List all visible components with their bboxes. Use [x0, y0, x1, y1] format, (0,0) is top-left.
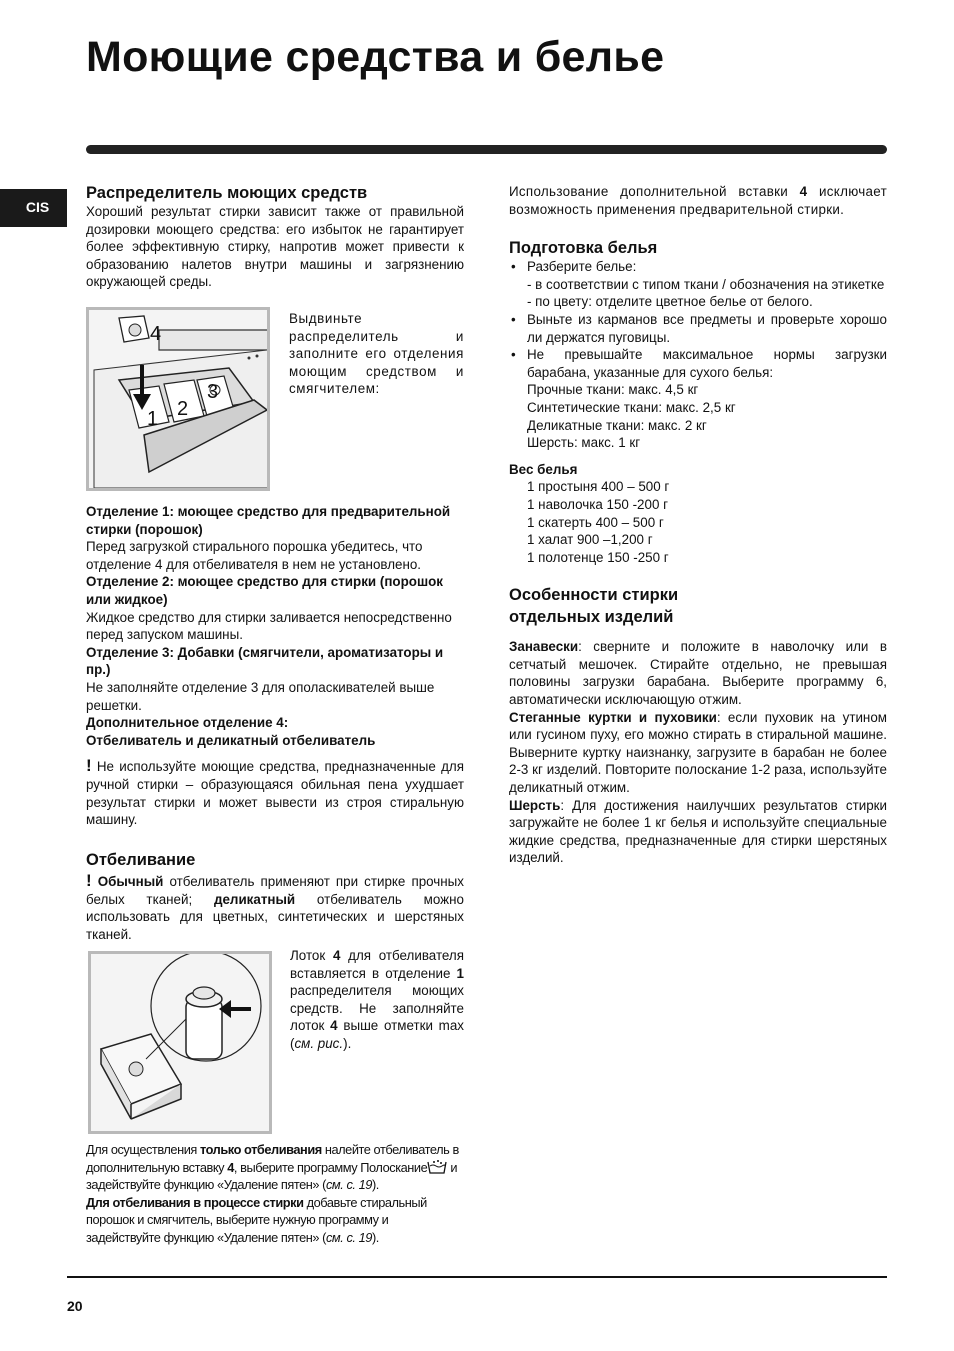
tray-note-e: ). — [343, 1035, 352, 1051]
bleach-tray-figure — [88, 951, 272, 1134]
warning-text: Не используйте моющие средства, предназначенные для ручной стирки – образующаяся обильная пена ухудшает результат стирки и может вывести из строя стиральную машину. — [86, 759, 464, 828]
bleach-text-a: отбеливатель применяют при стирке прочных белых тканей; — [86, 874, 464, 907]
load-item: Синтетические ткани: макс. 2,5 кг — [527, 399, 736, 415]
label-1: 1 — [147, 408, 159, 430]
p2-a: добавьте стиральный порошок и смягчитель, выберите нужную программу и задействуйте функцию «Удаление пятен» ( — [86, 1194, 427, 1245]
tray-note-a: Лоток — [290, 948, 333, 963]
bleach-tray-illustration — [91, 954, 269, 1131]
warning-icon: ! — [86, 756, 92, 776]
p2-bold: Для отбеливания в процессе стирки — [86, 1194, 304, 1210]
laundry-bullet-sort — [509, 258, 887, 311]
label-3: 3 — [207, 381, 219, 403]
load-item: Прочные ткани: макс. 4,5 кг — [527, 382, 699, 398]
tray-note-4b: 4 — [330, 1018, 338, 1034]
laundry-list — [509, 258, 887, 452]
special-heading-2: отдельных изделий — [509, 608, 674, 627]
weights-heading: Вес белья — [509, 461, 578, 477]
jackets-title: Стеганные куртки и пуховики — [509, 709, 717, 725]
sort-by-color: - по цвету: отделите цветное белье от белого. — [527, 294, 813, 310]
bleach-normal: Обычный — [97, 874, 164, 889]
compartment-4-title-a: Дополнительное отделение 4: — [86, 715, 289, 731]
insert-note-b: исключает возможность применения предварительной стирки. — [509, 184, 888, 217]
tray-note-b: для отбеливателя вставляется в отделение — [290, 948, 464, 981]
jackets-text: : если пуховик на утином или гусином пуху, его можно стирать в стиральной машине. Выверните куртку наизнанку, загрузите в барабан не более 2-3 кг изделий. Повторите полоскание 1-2 раза, используйте деликатный отжим. — [509, 709, 887, 796]
special-curtains — [509, 638, 887, 708]
weights-list — [509, 478, 887, 566]
language-tab: CIS — [0, 189, 67, 227]
p2-ref: см. с. 19 — [325, 1229, 372, 1245]
dispenser-section — [86, 183, 464, 291]
compartment-4-title-b: Отбеливатель и деликатный отбеливатель — [86, 732, 376, 748]
p1-e: ). — [371, 1177, 379, 1193]
special-jackets — [509, 709, 887, 797]
compartment-2-title: Отделение 2: моющее средство для стирки (порошок или жидкое) — [86, 574, 443, 607]
label-4: 4 — [150, 323, 162, 345]
tray-note-4a: 4 — [332, 948, 341, 963]
p1-4: 4 — [227, 1159, 234, 1175]
p1-c: , выберите программу Полоскание — [233, 1159, 428, 1175]
page-number: 20 — [67, 1298, 83, 1314]
compartment-1-text: Перед загрузкой стирального порошка убедитесь, что отделение 4 для отбеливателя в нем не установлено. — [86, 539, 423, 572]
curtains-title: Занавески — [509, 639, 579, 655]
bleach-warning-icon: ! — [86, 871, 92, 890]
label-2: 2 — [177, 398, 189, 420]
p2-b: ). — [371, 1229, 379, 1245]
wool-text: : Для достижения наилучших результатов стирки загружайте не более 1 кг белья и используйте специальные жидкие средства, предназначенные для стирки шерстяных изделий. — [509, 797, 887, 866]
special-wool — [509, 797, 887, 867]
bleach-delicate: деликатный — [213, 891, 296, 907]
bleach-instructions — [86, 1141, 464, 1247]
weight-item: 1 скатерть 400 – 500 г — [527, 514, 664, 530]
compartment-2-text: Жидкое средство для стирки заливается непосредственно перед запуском машины. — [86, 609, 452, 643]
insert-note — [509, 183, 887, 218]
weight-item: 1 полотенце 150 -250 г — [527, 549, 669, 565]
sort-by-fabric: - в соответствии с типом ткани / обозначения на этикетке — [527, 276, 885, 292]
compartment-1-title: Отделение 1: моющее средство для предварительной стирки (порошок) — [86, 504, 451, 537]
title-rule — [86, 145, 887, 154]
bleach-during-wash-paragraph — [86, 1194, 464, 1247]
p1-ref: см. с. 19 — [325, 1177, 372, 1193]
dispenser-drawer-illustration — [89, 310, 267, 488]
tray-note-c: распределителя моющих средств. Не заполняйте лоток — [290, 983, 464, 1034]
weight-item: 1 простыня 400 – 500 г — [527, 479, 670, 495]
tray-note-d: выше отметки max ( — [290, 1018, 464, 1051]
right-column — [509, 183, 887, 867]
special-heading — [509, 584, 887, 628]
insert-note-num: 4 — [799, 184, 808, 199]
dispenser-figure — [86, 307, 270, 491]
tray-note-ref: см. рис. — [294, 1035, 344, 1051]
laundry-bullet-pockets: • Выньте из карманов все предметы и проверьте хорошо ли держатся пуговицы. — [509, 311, 887, 346]
special-heading-1: Особенности стирки — [509, 586, 679, 605]
bleach-only-paragraph — [86, 1141, 464, 1194]
loads-intro: Не превышайте максимальное нормы загрузки барабана, указанные для сухого белья: — [527, 347, 887, 380]
load-item: Шерсть: макс. 1 кг — [527, 435, 641, 451]
p1-b: налейте отбеливатель в дополнительную вставку — [86, 1142, 459, 1175]
weight-item: 1 наволочка 150 -200 г — [527, 496, 669, 512]
p1-d: и задействуйте функцию «Удаление пятен» ( — [86, 1159, 458, 1193]
load-item: Деликатные ткани: макс. 2 кг — [527, 417, 707, 433]
laundry-bullet-loads — [509, 346, 887, 452]
insert-note-a: Использование дополнительной вставки — [509, 184, 800, 199]
dispenser-heading: Распределитель моющих средств — [86, 184, 368, 202]
bleach-text-b: отбеливатель можно использовать для цветных, синтетических и шерстяных тканей. — [86, 891, 464, 942]
curtains-text: : сверните и положите в наволочку или в сетчатый мешочек. Стирайте отдельно, не превышая половины загрузки барабана. Выберите программу 6, автоматически исключающую отжим. — [509, 639, 887, 708]
warning-paragraph — [86, 757, 464, 828]
bleach-heading: Отбеливание — [86, 851, 196, 869]
dispenser-intro: Хороший результат стирки зависит также от правильной дозировки моющего средства: его избыток не гарантирует более эффективную стирку, напротив может привести к образованию налетов внутри машины и загрязнению окружающей среды. — [86, 204, 464, 290]
rinse-icon — [427, 1159, 447, 1174]
sort-label: Разберите белье: — [527, 259, 637, 275]
p1-bold: только отбеливания — [199, 1142, 322, 1157]
compartment-3-title: Отделение 3: Добавки (смягчители, ароматизаторы и пр.) — [86, 644, 444, 678]
footer-rule — [67, 1276, 887, 1278]
compartment-3-text: Не заполняйте отделение 3 для ополаскивателей выше решетки. — [86, 679, 435, 713]
compartments — [86, 503, 464, 829]
laundry-heading: Подготовка белья — [509, 239, 658, 258]
bleach-section — [86, 850, 464, 943]
p1-a: Для осуществления — [86, 1142, 200, 1157]
bleach-intro — [86, 872, 464, 943]
page-title: Моющие средства и белье — [86, 33, 665, 81]
figure-note: Выдвиньте распределитель и заполните его отделения моющим средством и смягчителем: — [289, 311, 464, 397]
tray-note-1: 1 — [456, 965, 464, 981]
wool-title: Шерсть — [509, 797, 561, 813]
bleach-tray-note — [290, 947, 464, 1053]
weight-item: 1 халат 900 –1,200 г — [527, 532, 653, 548]
